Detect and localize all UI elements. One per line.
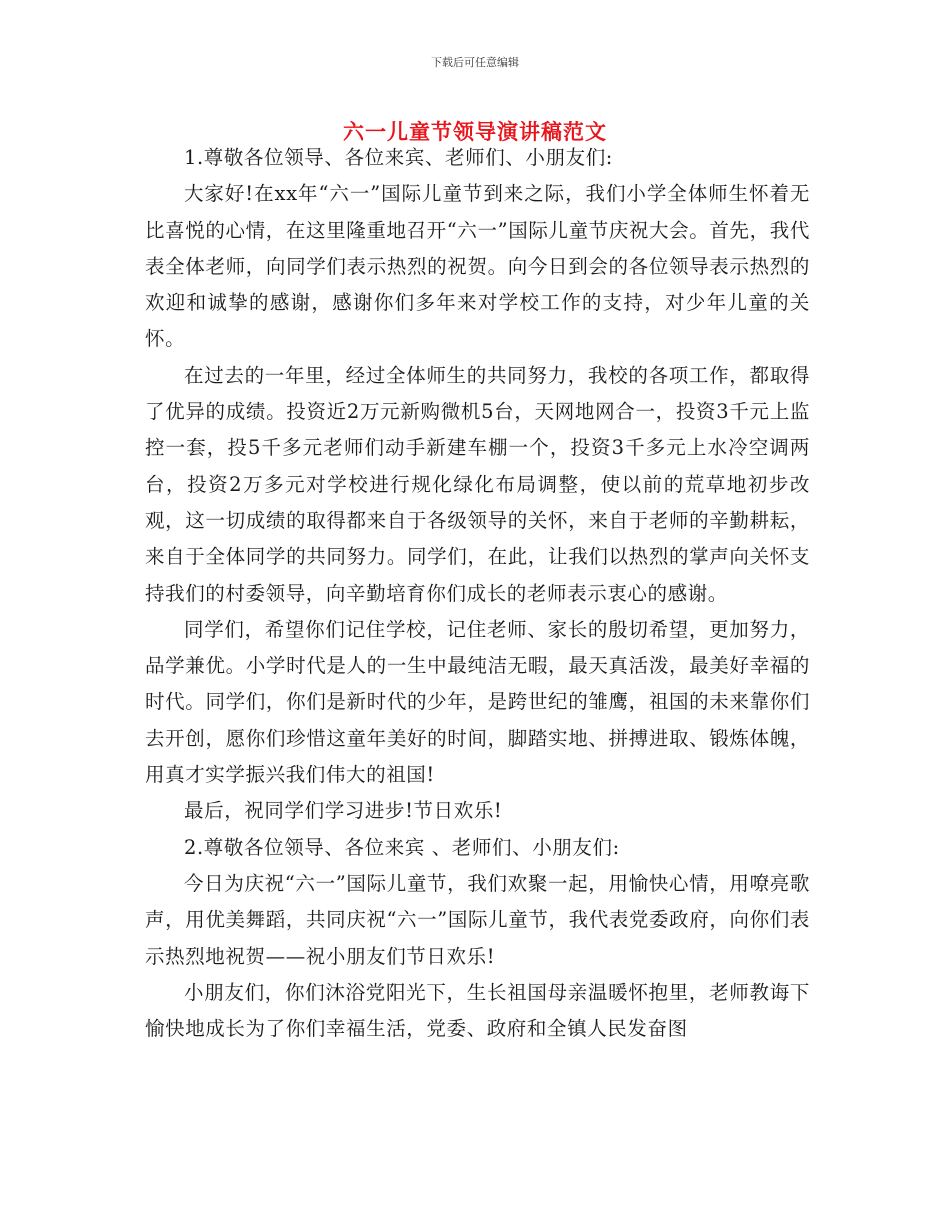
salutation-1: 1.尊敬各位领导、各位来宾、老师们、小朋友们: xyxy=(184,146,613,169)
document-title: 六一儿童节领导演讲稿范文 xyxy=(343,119,607,144)
document-body xyxy=(145,140,810,1047)
salutation-2: 2.尊敬各位领导、各位来宾 、老师们、小朋友们: xyxy=(184,835,620,859)
paragraph-achievements: 在过去的一年里，经过全体师生的共同努力，我校的各项工作，都取得了优异的成绩。投资近2万元新购微机5台，天网地网合一，投资3千元上监控一套，投5千多元老师们动手新建车棚一个，投资3千多元上水冷空调两台，投资2万多元对学校进行规化绿化布局调整，使以前的荒草地初步改观，这一切成绩的取得都来自于各级领导的关怀，来自于老师的辛勤耕耘，来自于全体同学的共同努力。同学们，在此，让我们以热烈的掌声向关怀支持我们的村委领导，向辛勤培育你们成长的老师表示衷心的感谢。 xyxy=(145,363,810,605)
paragraph-celebration: 今日为庆祝“六一”国际儿童节，我们欢聚一起，用愉快心情，用嘹亮歌声，用优美舞蹈，共同庆祝“六一”国际儿童节，我代表党委政府，向你们表示热烈地祝贺——祝小朋友们节日欢乐! xyxy=(145,871,810,968)
paragraph-hopes: 同学们，希望你们记住学校，记住老师、家长的殷切希望，更加努力，品学兼优。小学时代是人的一生中最纯洁无暇，最天真活泼，最美好幸福的时代。同学们，你们是新时代的少年，是跨世纪的雏鹰，祖国的未来靠你们去开创，愿你们珍惜这童年美好的时间，脚踏实地、拼搏进取、锻炼体魄，用真才实学振兴我们伟大的祖国! xyxy=(145,617,810,787)
paragraph-closing: 最后，祝同学们学习进步!节日欢乐! xyxy=(184,799,503,823)
header-note: 下载后可任意编辑 xyxy=(431,56,519,69)
paragraph-children: 小朋友们，你们沐浴党阳光下，生长祖国母亲温暖怀抱里，老师教诲下愉快地成长为了你们幸福生活，党委、政府和全镇人民发奋图 xyxy=(145,980,810,1041)
paragraph-greeting: 大家好!在xx年“六一”国际儿童节到来之际，我们小学全体师生怀着无比喜悦的心情，在这里隆重地召开“六一”国际儿童节庆祝大会。首先，我代表全体老师，向同学们表示热烈的祝贺。向今日到会的各位领导表示热烈的欢迎和诚挚的感谢，感谢你们多年来对学校工作的支持，对少年儿童的关怀。 xyxy=(145,182,810,351)
